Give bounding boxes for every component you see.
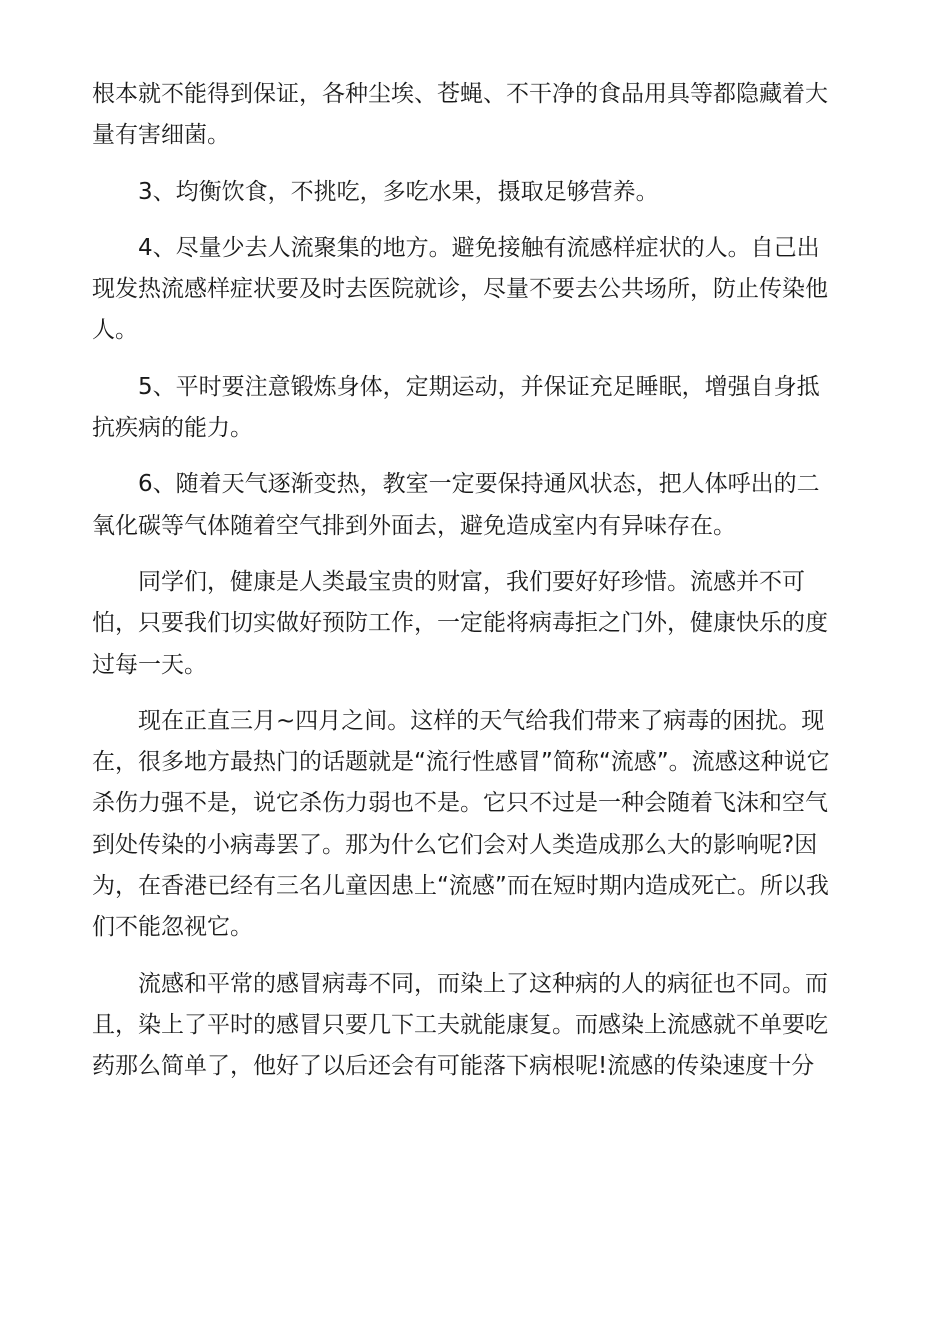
text-line: 人。 <box>92 317 138 344</box>
text-line: 过每一天。 <box>92 651 207 678</box>
text-line: 根本就不能得到保证，各种尘埃、苍蝇、不干净的食品用具等都隐藏着大 <box>92 81 828 107</box>
text-line: 3、均衡饮食，不挑吃，多吃水果，摄取足够营养。 <box>138 178 659 205</box>
paragraph-item-4 <box>92 228 866 352</box>
paragraph-flu-difference <box>92 964 866 1088</box>
paragraph-item-6 <box>92 464 866 547</box>
text-line: 杀伤力强不是，说它杀伤力弱也不是。它只不过是一种会随着飞沫和空气 <box>92 790 828 817</box>
text-line: 抗疾病的能力。 <box>92 415 253 442</box>
text-line: 药那么简单了，他好了以后还会有可能落下病根呢!流感的传染速度十分 <box>92 1053 815 1080</box>
text-line: 在，很多地方最热门的话题就是“流行性感冒”简称“流感”。流感这种说它 <box>92 749 830 776</box>
document-page <box>92 74 866 1088</box>
text-line: 5、平时要注意锻炼身体，定期运动，并保证充足睡眠，增强自身抵 <box>138 373 820 400</box>
text-line: 同学们，健康是人类最宝贵的财富，我们要好好珍惜。流感并不可 <box>138 568 805 595</box>
text-line: 现发热流感样症状要及时去医院就诊，尽量不要去公共场所，防止传染他 <box>92 276 828 303</box>
text-line: 量有害细菌。 <box>92 122 230 149</box>
text-line: 现在正直三月~四月之间。这样的天气给我们带来了病毒的困扰。现 <box>138 707 825 734</box>
paragraph-conclusion <box>92 562 866 686</box>
text-line: 流感和平常的感冒病毒不同，而染上了这种病的人的病征也不同。而 <box>138 970 828 997</box>
text-line: 6、随着天气逐渐变热，教室一定要保持通风状态，把人体呼出的二 <box>138 471 820 498</box>
paragraph-item-5 <box>92 367 866 450</box>
paragraph-continuation <box>92 74 866 157</box>
text-line: 且，染上了平时的感冒只要几下工夫就能康复。而感染上流感就不单要吃 <box>92 1011 828 1038</box>
text-line: 们不能忽视它。 <box>92 914 253 941</box>
text-line: 到处传染的小病毒罢了。那为什么它们会对人类造成那么大的影响呢?因 <box>92 831 818 858</box>
text-line: 怕，只要我们切实做好预防工作，一定能将病毒拒之门外，健康快乐的度 <box>92 610 828 637</box>
text-line: 为，在香港已经有三名儿童因患上“流感”而在短时期内造成死亡。所以我 <box>92 873 829 900</box>
paragraph-item-3 <box>92 172 866 213</box>
text-line: 4、尽量少去人流聚集的地方。避免接触有流感样症状的人。自己出 <box>138 234 820 261</box>
paragraph-flu-intro <box>92 701 866 949</box>
text-line: 氧化碳等气体随着空气排到外面去，避免造成室内有异味存在。 <box>92 512 736 539</box>
